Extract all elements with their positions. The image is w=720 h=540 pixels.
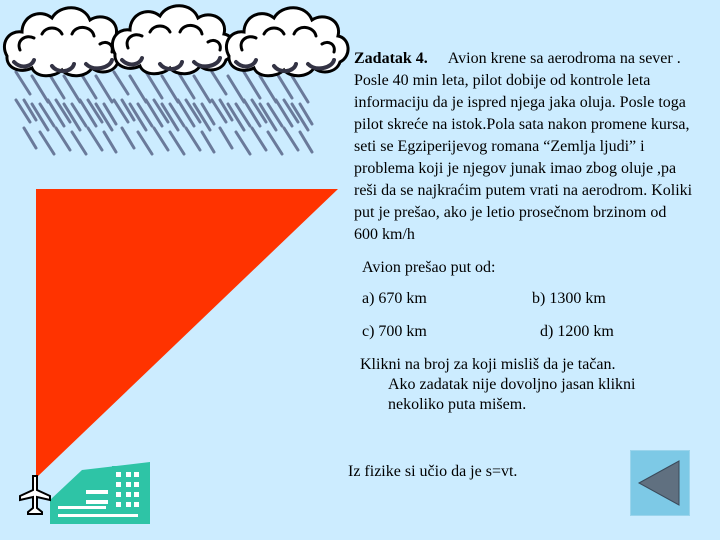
- airplane-icon: [20, 476, 50, 514]
- instructions: [360, 355, 680, 415]
- problem-statement: [354, 48, 694, 246]
- option-a[interactable]: a) 670 km: [362, 290, 427, 307]
- problem-label: Zadatak 4.: [354, 50, 428, 67]
- instructions-line1: Klikni na broj za koji misliš da je tačan.: [360, 356, 616, 373]
- hint-link[interactable]: Iz fizike si učio da je s=vt.: [348, 463, 518, 480]
- option-b[interactable]: b) 1300 km: [532, 290, 606, 307]
- instructions-line2: Ako zadatak nije dovoljno jasan klikni nekoliko puta mišem.: [388, 376, 636, 413]
- option-d[interactable]: d) 1200 km: [540, 323, 614, 340]
- answer-prompt: Avion prešao put od:: [362, 259, 496, 276]
- back-button[interactable]: [630, 450, 690, 516]
- back-arrow-icon: [631, 451, 689, 515]
- problem-text: Avion krene sa aerodroma na sever . Posle 40 min leta, pilot dobije od kontrole leta informaciju da je ispred njega jaka oluja. Posle toga pilot skreće na istok.Pola sata nakon promene kursa, seti se Egziperijevog romana “Zemlja ljudi” i problema koji je njegov junak imao zbog oluje ,pa reši da se najkraćim putem vrati na aerodrom. Koliki put je prešao, ako je letio prosečnom brzinom od 600 km/h: [354, 50, 693, 243]
- airport-building-icon: [50, 462, 150, 524]
- option-c[interactable]: c) 700 km: [362, 323, 427, 340]
